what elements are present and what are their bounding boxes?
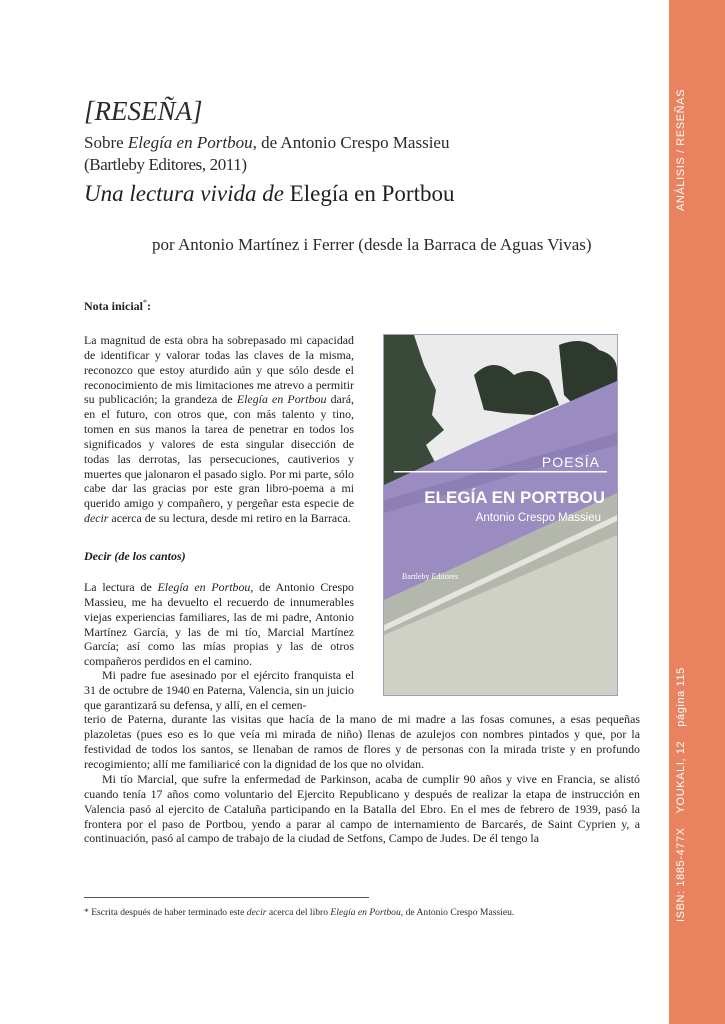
father-paragraph-start: Mi padre fue asesinado por el ejército franquista el 31 de octubre de 1940 en Paterna, Valencia, sin un juicio que garantizará su defensa, y allí, en el cemen-	[84, 668, 354, 712]
father-paragraph-continued: terio de Paterna, durante las visitas que hacía de la mano de mi madre a las fosas comunes, a esas pequeñas plazoletas (pues eso es lo que veía mi mirada de niño) llenas de azulejos con nombres pintados y que, por la festividad de todos los santos, se llenaban de ramos de flores y de personas con la mirada triste y en profundo recogimiento; allí me familiaricé con la dignidad de los que no olvidan.	[84, 712, 640, 771]
review-subject: Sobre Elegía en Portbou, de Antonio Crespo Massieu	[84, 133, 450, 152]
cover-title: ELEGÍA EN PORTBOU	[424, 488, 605, 507]
section-heading: Decir (de los cantos)	[84, 549, 186, 563]
footnote-marker: *	[143, 298, 147, 307]
intro-paragraph: La magnitud de esta obra ha sobrepasado mi capacidad de identificar y valorar todas las claves de la misma, reconozco que estoy aturdido aún y que sólo desde el reconocimiento de mis limitaciones me atrevo a permitir su publicación; la grandeza de Elegía en Portbou dará, en el futuro, con otros que, con más talento y tino, tomen en sus manos la tarea de penetrar en todos los significados y valores de esta singular disección de todas las derrotas, las persecuciones, cautiverios y muertes que jalonaron el pasado siglo. Por mi parte, sólo cabe dar las gracias por este gran libro-poema a mi querido amigo y compañero, y pergeñar esta especie de decir acerca de su lectura, desde mi retiro en la Barraca.	[84, 333, 355, 526]
uncle-paragraph: Mi tío Marcial, que sufre la enfermedad de Parkinson, acaba de cumplir 90 años y vive en Francia, se alistó cuando tenía 17 años como voluntario del Ejercito Republicano y después de realizar la etapa de instrucción en Valencia pasó al ejercito de Cataluña participando en la Batalla del Ebro. En el mes de febrero de 1939, pasó la frontera por el paso de Portbou, yendo a parar al campo de internamiento de Barcarés, de Saint Cyprien y, a continuación, pasó al campo de trabajo de la ciudad de Setfons, Campo de Judes. De él tengo la	[84, 772, 640, 846]
footnote-divider	[84, 897, 369, 898]
publisher-line: (Bartleby Editores, 2011)	[84, 155, 247, 174]
author-byline: por Antonio Martínez i Ferrer (desde la Barraca de Aguas Vivas)	[152, 235, 592, 254]
book-cover-image	[383, 334, 618, 696]
isbn-label: ISBN: 1885-477X	[675, 827, 687, 922]
cantos-paragraph: La lectura de Elegía en Portbou, de Antonio Crespo Massieu, me ha devuelto el recuerdo de innumerables viejas experiencias familiares, las de mi padre, Antonio Martínez García, y las de mi tío, Marcial Martínez García; así como las mías propias y las de otros compañeros perdidos en el camino.	[84, 580, 355, 669]
book-title-ref: Elegía en Portbou	[127, 133, 253, 152]
section-tag: [RESEÑA]	[84, 96, 203, 126]
journal-label: YOUKALI, 12	[675, 740, 687, 814]
cover-publisher: Bartleby Editores	[402, 572, 459, 581]
footnote-marker: *	[84, 907, 89, 918]
note-heading: Nota inicial*:	[84, 298, 151, 313]
footnote: * Escrita después de haber terminado este decir acerca del libro Elegía en Portbou, de Antonio Crespo Massieu.	[84, 907, 515, 918]
sidebar-journal-info	[675, 667, 687, 922]
cover-author: Antonio Crespo Massieu	[475, 512, 601, 524]
cover-series: POESÍA	[541, 454, 600, 470]
book-cover-art	[384, 335, 617, 695]
article-title: Una lectura vivida de Elegía en Portbou	[84, 181, 455, 206]
page-number: página 115	[675, 667, 687, 727]
sidebar-section-label: ANÁLISIS / RESEÑAS	[675, 88, 687, 211]
